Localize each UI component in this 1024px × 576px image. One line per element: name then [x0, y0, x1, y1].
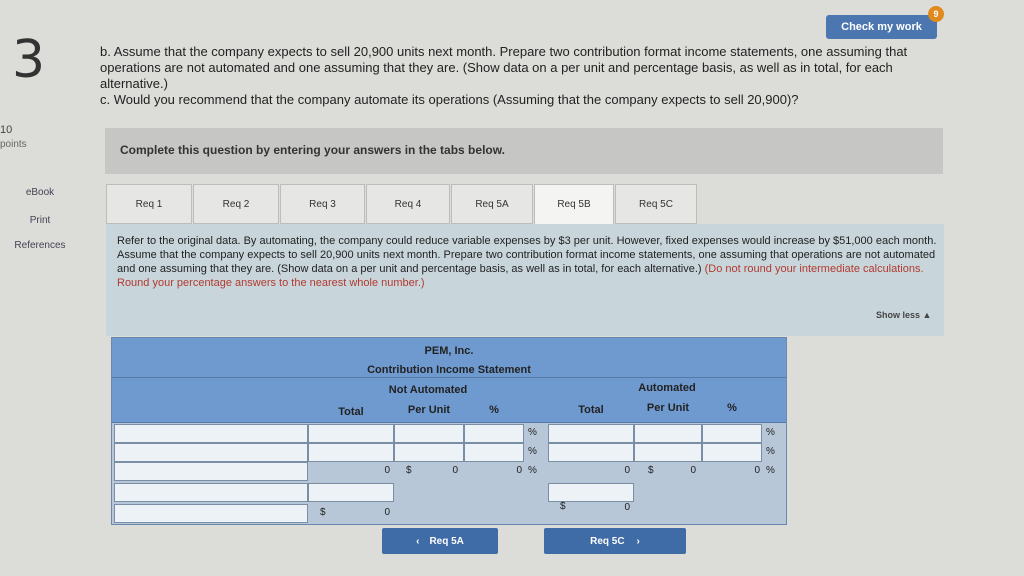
row3-a-perunit-value: 0: [690, 465, 696, 476]
row3-a-pct-symbol: %: [766, 465, 775, 476]
row4-a-total-input[interactable]: [548, 483, 634, 502]
check-my-work-button[interactable]: Check my work: [826, 15, 937, 39]
show-less-link[interactable]: Show less ▲: [876, 310, 932, 320]
check-count-badge: 9: [928, 6, 944, 22]
row2-a-total-input[interactable]: [548, 443, 634, 462]
tab-req-5a[interactable]: Req 5A: [451, 184, 533, 224]
tab-req-2[interactable]: Req 2: [193, 184, 279, 224]
row5-label-input[interactable]: [114, 504, 308, 523]
income-statement-table: [111, 337, 787, 525]
tab-req-1[interactable]: Req 1: [106, 184, 192, 224]
prev-req-label: Req 5A: [429, 535, 464, 547]
row3-a-total-value: 0: [624, 465, 630, 476]
row5-a-total-value: 0: [624, 502, 630, 513]
row3-na-pct-value: 0: [516, 465, 522, 476]
row1-a-pct-input[interactable]: [702, 424, 762, 443]
next-req-button[interactable]: [544, 528, 686, 554]
row2-label-input[interactable]: [114, 443, 308, 462]
col-total-2: Total: [578, 404, 604, 416]
points-value: 10: [0, 124, 13, 136]
tab-req-5c[interactable]: Req 5C: [615, 184, 697, 224]
row3-a-pct-value: 0: [754, 465, 760, 476]
row1-na-total-input[interactable]: [308, 424, 394, 443]
next-req-label: Req 5C: [590, 535, 625, 547]
tab-req-3[interactable]: Req 3: [280, 184, 365, 224]
question-number: 3: [12, 30, 46, 90]
complete-instruction: Complete this question by entering your answers in the tabs below.: [120, 143, 505, 157]
automated-header: Automated: [638, 382, 696, 394]
row2-na-pct-input[interactable]: [464, 443, 524, 462]
row1-na-pct-symbol: %: [528, 427, 537, 438]
not-automated-header: Not Automated: [388, 384, 468, 396]
print-link[interactable]: Print: [29, 215, 51, 226]
row2-a-pct-symbol: %: [766, 446, 775, 457]
company-name: PEM, Inc.: [424, 345, 474, 357]
col-per-unit-2: Per Unit: [646, 402, 690, 414]
points-label: points: [0, 139, 27, 150]
row2-a-pct-input[interactable]: [702, 443, 762, 462]
ebook-link[interactable]: eBook: [25, 187, 55, 198]
row3-na-dollar: $: [406, 465, 412, 476]
col-pct-2: %: [727, 402, 737, 414]
row2-na-perunit-input[interactable]: [394, 443, 464, 462]
row3-na-pct-symbol: %: [528, 465, 537, 476]
row2-na-total-input[interactable]: [308, 443, 394, 462]
row3-na-perunit-value: 0: [452, 465, 458, 476]
question-text: [100, 44, 920, 108]
row2-a-perunit-input[interactable]: [634, 443, 702, 462]
row2-na-pct-symbol: %: [528, 446, 537, 457]
row1-label-input[interactable]: [114, 424, 308, 443]
row1-a-pct-symbol: %: [766, 427, 775, 438]
references-link[interactable]: References: [14, 240, 66, 251]
prev-req-button[interactable]: [382, 528, 498, 554]
col-per-unit-1: Per Unit: [407, 404, 451, 416]
tab-req-5b[interactable]: Req 5B: [534, 184, 614, 224]
chevron-right-icon: ›: [636, 535, 640, 547]
row4-na-total-input[interactable]: [308, 483, 394, 502]
row3-a-dollar: $: [648, 465, 654, 476]
col-total-1: Total: [338, 406, 364, 418]
chevron-left-icon: ‹: [416, 535, 420, 547]
row1-na-pct-input[interactable]: [464, 424, 524, 443]
col-pct-1: %: [489, 404, 499, 416]
row4-label-input[interactable]: [114, 483, 308, 502]
instructions-note: (Do not round your intermediate calculations. Round your percentage answers to the nearest whole number.): [117, 263, 924, 289]
row1-na-perunit-input[interactable]: [394, 424, 464, 443]
row1-a-perunit-input[interactable]: [634, 424, 702, 443]
instructions-main: Refer to the original data. By automating, the company could reduce variable expenses by $3 per unit. However, fixed expenses would increase by $51,000 each month. Assume that the company expects to sell 20,900 units next month. Prepare two contribution format income statements, one assuming that operations are not automated and one assuming that they are. (Show data on a per unit and percentage basis, as well as in total, for each alternative.): [117, 235, 937, 275]
row5-na-dollar: $: [320, 507, 326, 518]
instructions-text: [117, 234, 943, 290]
row3-label-input[interactable]: [114, 462, 308, 481]
question-part-b: b. Assume that the company expects to sell 20,900 units next month. Prepare two contribution format income statements, one assuming that operations are not automated and one assuming that they are. (Show data on a per unit and percentage basis, as well as in total, for each alternative.): [100, 44, 908, 91]
row5-a-dollar: $: [560, 501, 566, 512]
row1-a-total-input[interactable]: [548, 424, 634, 443]
row3-na-total-value: 0: [384, 465, 390, 476]
statement-title: Contribution Income Statement: [367, 364, 531, 376]
tab-req-4[interactable]: Req 4: [366, 184, 450, 224]
row5-na-total-value: 0: [384, 507, 390, 518]
question-part-c: c. Would you recommend that the company automate its operations (Assuming that the company expects to sell 20,900)?: [100, 92, 799, 107]
